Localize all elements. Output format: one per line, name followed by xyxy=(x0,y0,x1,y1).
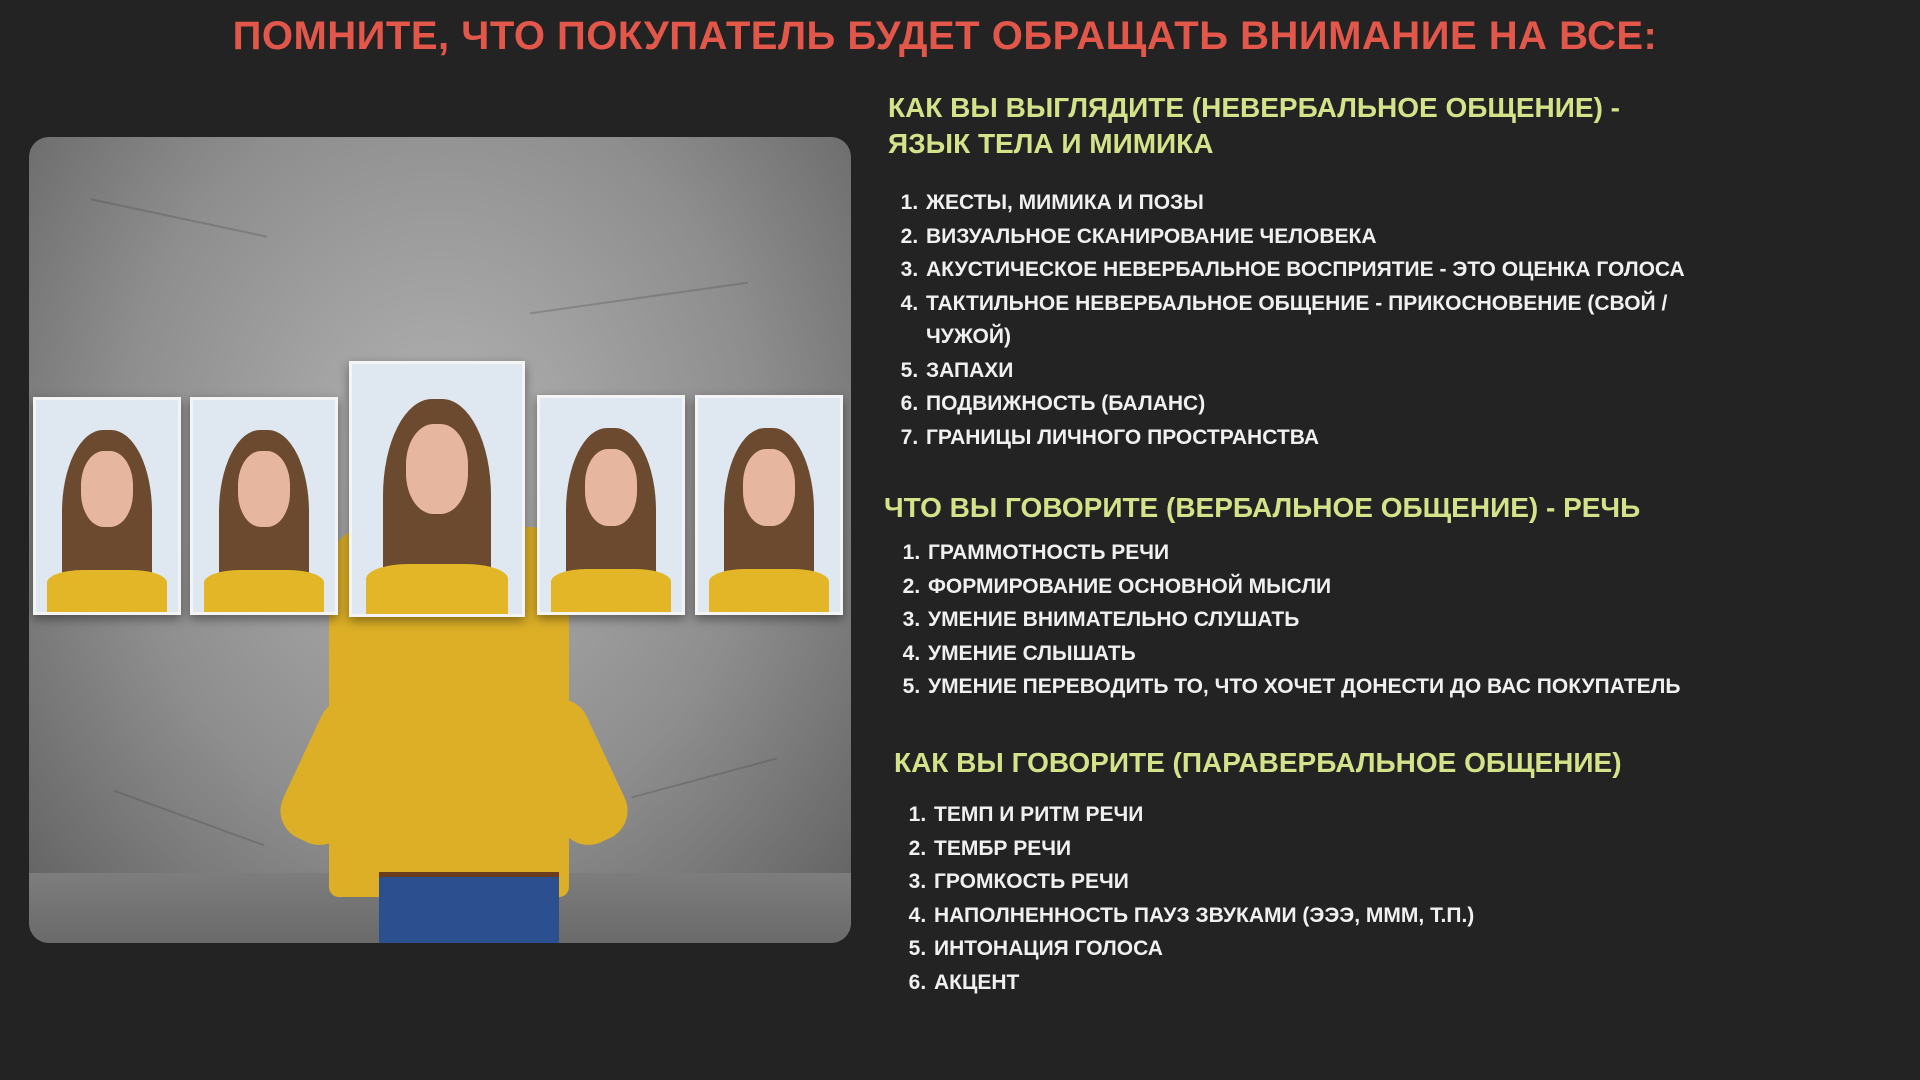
list-item: 6. АКЦЕНТ xyxy=(932,966,1832,1000)
list-item: 2. ВИЗУАЛЬНОЕ СКАНИРОВАНИЕ ЧЕЛОВЕКА xyxy=(924,220,1694,254)
list-item: 4. УМЕНИЕ СЛЫШАТЬ xyxy=(926,637,1826,671)
portrait-card-4 xyxy=(537,395,685,615)
list-item: 2. ТЕМБР РЕЧИ xyxy=(932,832,1832,866)
portrait-card-2 xyxy=(190,397,338,615)
list-item: 1. ЖЕСТЫ, МИМИКА И ПОЗЫ xyxy=(924,186,1694,220)
slide-title: ПОМНИТЕ, ЧТО ПОКУПАТЕЛЬ БУДЕТ ОБРАЩАТЬ ВНИМАНИЕ НА ВСЕ: xyxy=(232,14,1658,58)
woman-expressions-photo xyxy=(29,137,851,943)
section-heading-verbal: ЧТО ВЫ ГОВОРИТЕ (ВЕРБАЛЬНОЕ ОБЩЕНИЕ) - РЕЧЬ xyxy=(884,492,1641,523)
portrait-card-3 xyxy=(349,361,525,617)
list-item: 2. ФОРМИРОВАНИЕ ОСНОВНОЙ МЫСЛИ xyxy=(926,570,1826,604)
list-item: 3. ГРОМКОСТЬ РЕЧИ xyxy=(932,865,1832,899)
list-nonverbal xyxy=(888,186,1694,454)
section-heading-paraverbal: КАК ВЫ ГОВОРИТЕ (ПАРАВЕРБАЛЬНОЕ ОБЩЕНИЕ) xyxy=(894,747,1622,778)
list-item: 1. ТЕМП И РИТМ РЕЧИ xyxy=(932,798,1832,832)
list-verbal xyxy=(890,536,1826,704)
list-item: 5. УМЕНИЕ ПЕРЕВОДИТЬ ТО, ЧТО ХОЧЕТ ДОНЕСТИ ДО ВАС ПОКУПАТЕЛЬ xyxy=(926,670,1826,704)
list-item: 4. ТАКТИЛЬНОЕ НЕВЕРБАЛЬНОЕ ОБЩЕНИЕ - ПРИКОСНОВЕНИЕ (СВОЙ / ЧУЖОЙ) xyxy=(924,287,1694,354)
list-item: 3. УМЕНИЕ ВНИМАТЕЛЬНО СЛУШАТЬ xyxy=(926,603,1826,637)
list-item: 7. ГРАНИЦЫ ЛИЧНОГО ПРОСТРАНСТВА xyxy=(924,421,1694,455)
list-item: 4. НАПОЛНЕННОСТЬ ПАУЗ ЗВУКАМИ (ЭЭЭ, МММ, Т.П.) xyxy=(932,899,1832,933)
list-item: 6. ПОДВИЖНОСТЬ (БАЛАНС) xyxy=(924,387,1694,421)
portrait-card-5 xyxy=(695,395,843,615)
list-item: 1. ГРАММОТНОСТЬ РЕЧИ xyxy=(926,536,1826,570)
list-paraverbal xyxy=(896,798,1832,999)
list-item: 5. ЗАПАХИ xyxy=(924,354,1694,388)
list-item: 5. ИНТОНАЦИЯ ГОЛОСА xyxy=(932,932,1832,966)
portrait-card-1 xyxy=(33,397,181,615)
list-item: 3. АКУСТИЧЕСКОЕ НЕВЕРБАЛЬНОЕ ВОСПРИЯТИЕ - ЭТО ОЦЕНКА ГОЛОСА xyxy=(924,253,1694,287)
section-heading-nonverbal: КАК ВЫ ВЫГЛЯДИТЕ (НЕВЕРБАЛЬНОЕ ОБЩЕНИЕ) - ЯЗЫК ТЕЛА И МИМИКА xyxy=(888,92,1621,159)
figure-jeans xyxy=(379,877,559,943)
